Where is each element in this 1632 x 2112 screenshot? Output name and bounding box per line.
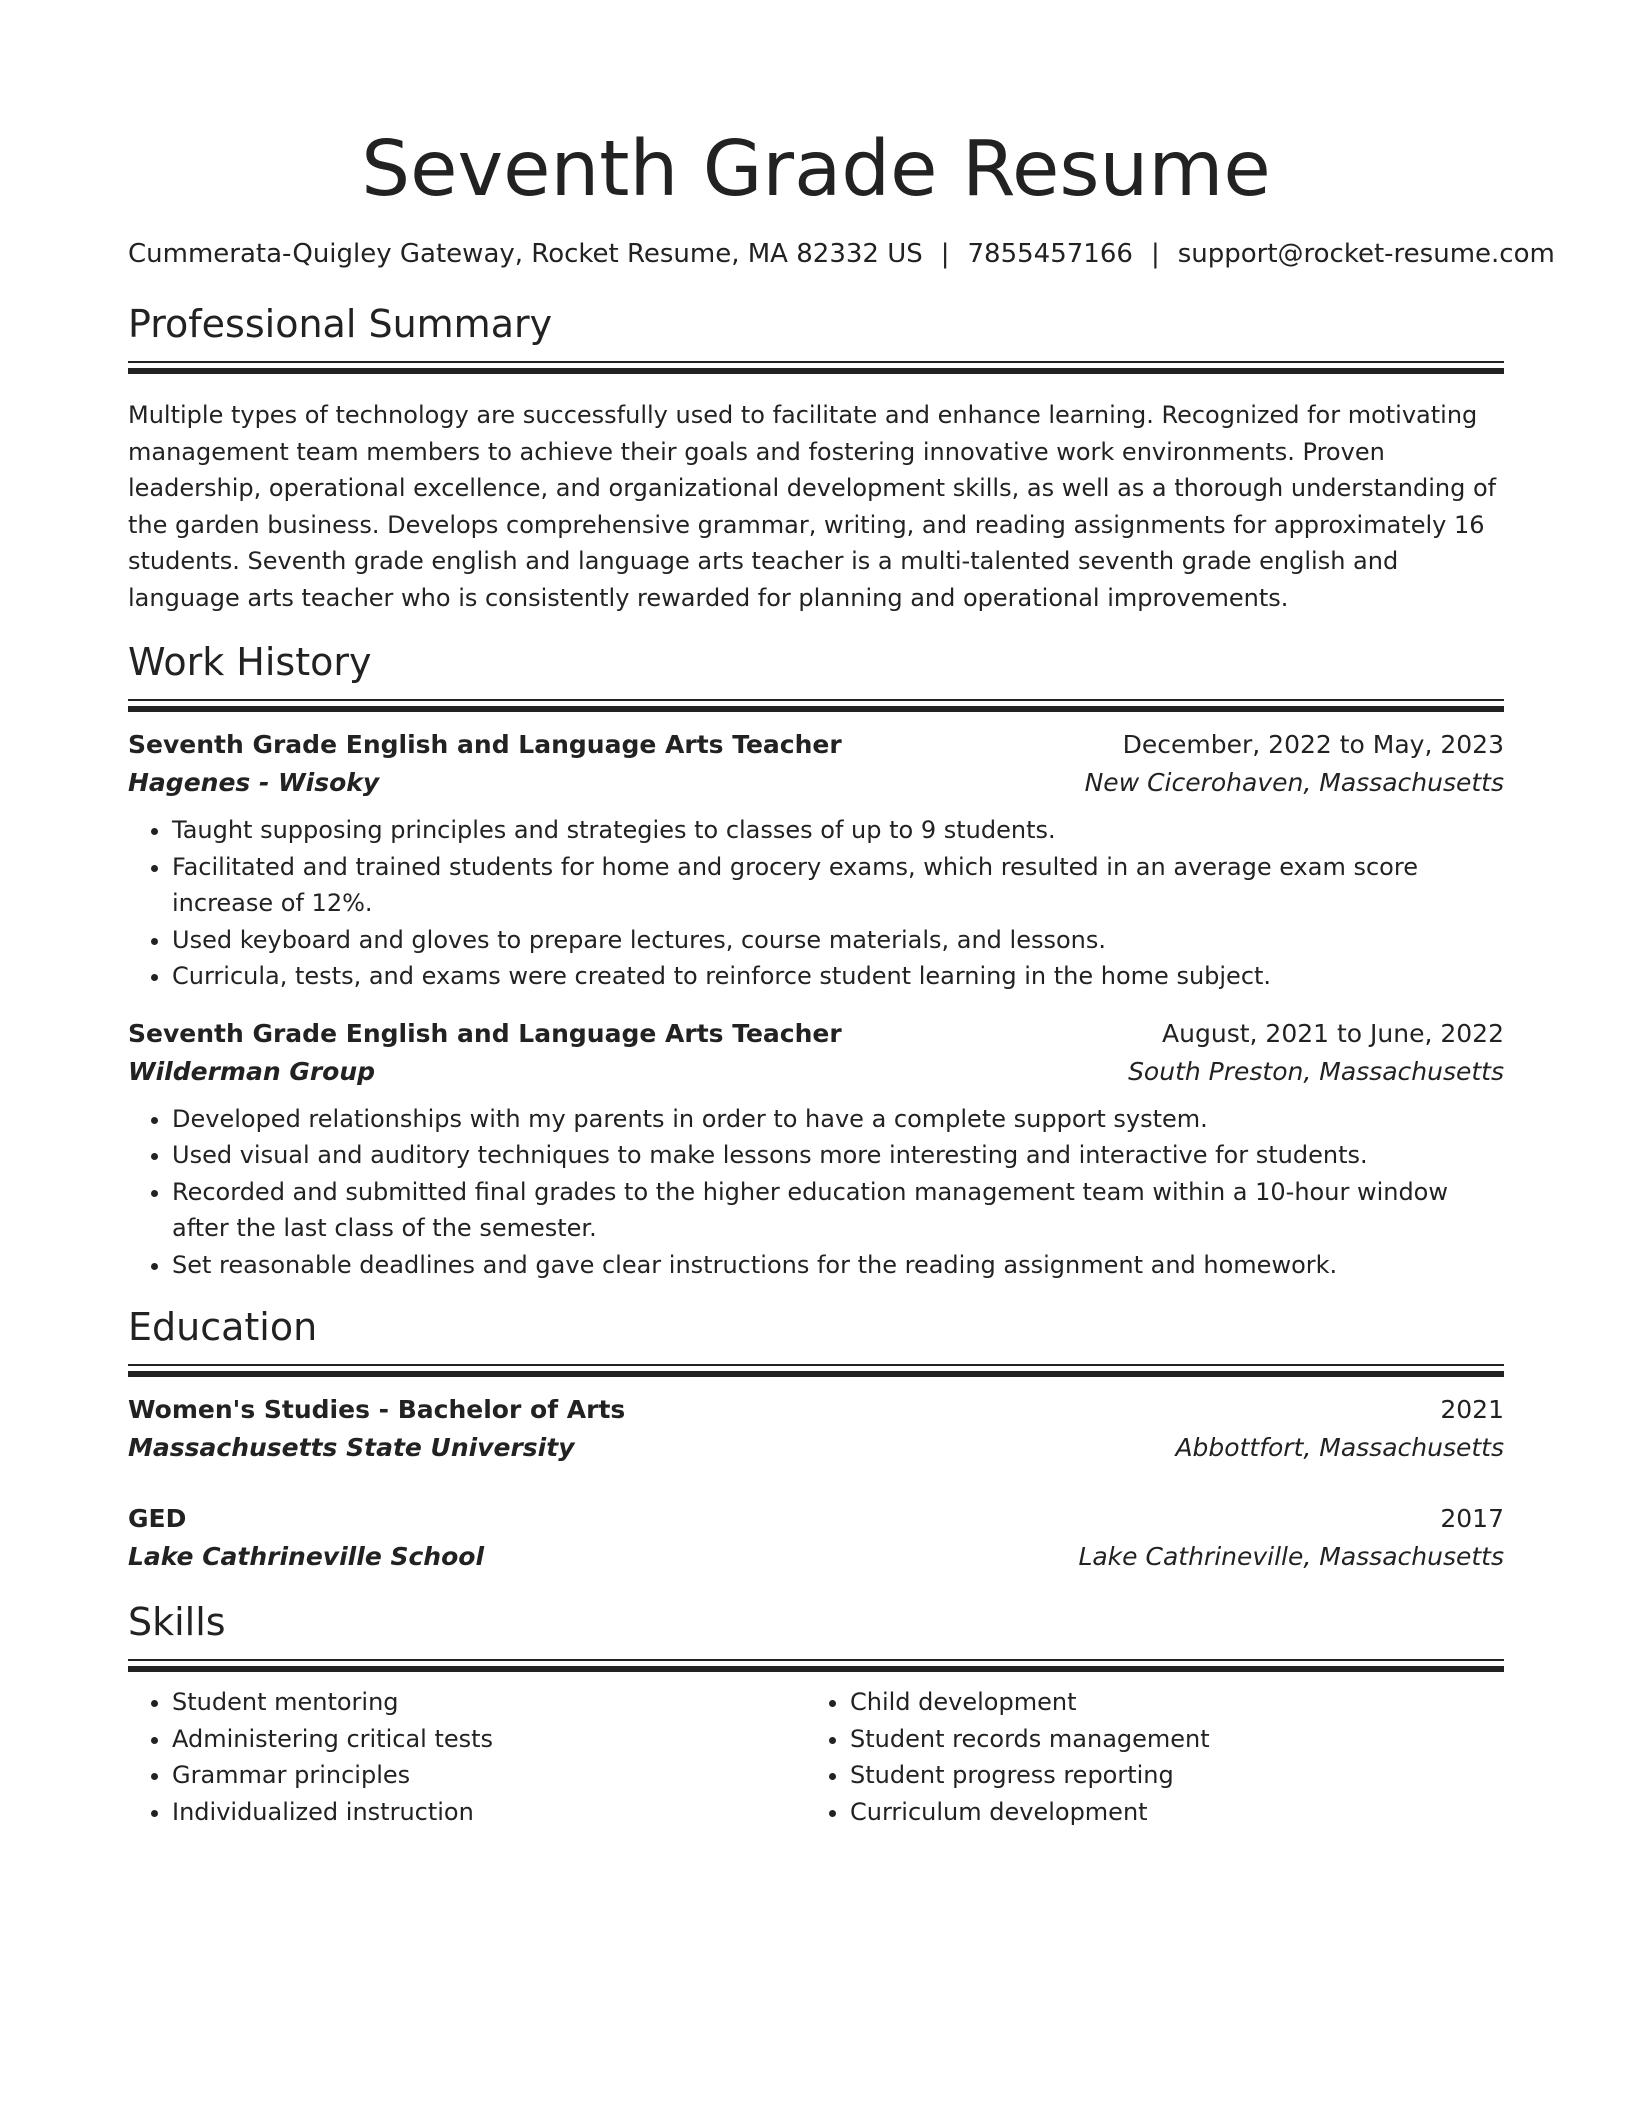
education-school-row [128,1538,1504,1576]
job-bullet: • Recorded and submitted final grades to the higher education management team within a 10-hour window after the last class of the semester. [172,1174,1504,1247]
education-degree-row [128,1500,1504,1538]
job-dates: August, 2021 to June, 2022 [1162,1018,1504,1048]
job-company: Wilderman Group [128,1056,376,1086]
education-year: 2021 [1440,1395,1504,1424]
job-bullet: • Used visual and auditory techniques to make lessons more interesting and interactive for students. [172,1137,1504,1174]
summary-text: Multiple types of technology are successfully used to facilitate and enhance learning. Recognized for motivating management team members to achieve their goals and fostering innovative work environments. Proven leadership, operational excellence, and organizational development skills, as well as a thorough understanding of the garden business. Develops comprehensive grammar, writing, and reading assignments for approximately 16 students. Seventh grade english and language arts teacher is a multi-talented seventh grade english and language arts teacher who is consistently rewarded for planning and operational improvements. [128,401,1497,612]
section-heading-summary: Professional Summary [128,302,553,346]
skill-item: • Child development [850,1684,1484,1721]
skill-item: • Student records management [850,1721,1484,1758]
job-bullet: • Used keyboard and gloves to prepare lectures, course materials, and lessons. [172,922,1504,959]
contact-separator: | [940,239,950,269]
education-degree: Women's Studies - Bachelor of Arts [128,1395,626,1424]
section-heading-work-history: Work History [128,640,372,684]
job-entry [128,1015,1504,1284]
contact-address: Cummerata-Quigley Gateway, Rocket Resume, MA 82332 US [128,239,923,269]
section-divider [128,699,1504,710]
job-company-row [128,764,1504,802]
skill-item: • Student mentoring [172,1684,806,1721]
resume-page [128,0,1555,1830]
job-bullets [128,812,1504,995]
education-school: Massachusetts State University [128,1433,575,1462]
contact-phone: 7855457166 [967,239,1133,269]
section-divider [128,1659,1504,1670]
education-school: Lake Cathrineville School [128,1542,485,1571]
job-bullet: • Taught supposing principles and strategies to classes of up to 9 students. [172,812,1504,849]
job-bullet: • Set reasonable deadlines and gave clear instructions for the reading assignment and homework. [172,1247,1504,1284]
job-title: Seventh Grade English and Language Arts Teacher [128,1018,842,1048]
education-entry [128,1391,1504,1467]
skill-item: • Grammar principles [172,1757,806,1794]
education-location: Abbottfort, Massachusetts [1175,1433,1504,1462]
skill-item: • Administering critical tests [172,1721,806,1758]
job-company-row [128,1053,1504,1091]
contact-separator: | [1150,239,1160,269]
skill-item: • Student progress reporting [850,1757,1484,1794]
contact-line [128,236,1555,272]
job-dates: December, 2022 to May, 2023 [1122,730,1504,759]
job-header-row [128,1015,1504,1053]
education-location: Lake Cathrineville, Massachusetts [1078,1542,1504,1571]
contact-email: support@rocket-resume.com [1177,239,1555,269]
education-section [128,1303,1504,1576]
skills-grid [128,1684,1504,1830]
work-history-section [128,638,1504,1283]
job-bullets [128,1101,1504,1284]
education-year: 2017 [1440,1504,1504,1533]
job-company: Hagenes - Wisoky [128,768,380,797]
education-degree-row [128,1391,1504,1429]
summary-section [128,300,1504,616]
skills-column-right [806,1684,1484,1830]
job-bullet: • Facilitated and trained students for home and grocery exams, which resulted in an average exam score increase of 12%. [172,849,1504,922]
section-heading-skills: Skills [128,1600,226,1644]
skill-item: • Curriculum development [850,1794,1484,1831]
education-degree: GED [128,1504,187,1533]
section-heading-education: Education [128,1305,318,1349]
skills-column-left [128,1684,806,1830]
job-location: New Cicerohaven, Massachusetts [1084,768,1504,797]
job-header-row [128,726,1504,764]
job-bullet: • Curricula, tests, and exams were created to reinforce student learning in the home subject. [172,958,1504,995]
resume-name: Seventh Grade Resume [361,125,1271,214]
section-divider [128,361,1504,372]
job-entry [128,726,1504,995]
education-school-row [128,1429,1504,1467]
education-entry [128,1500,1504,1576]
job-title: Seventh Grade English and Language Arts Teacher [128,730,842,759]
job-bullet: • Developed relationships with my parents in order to have a complete support system. [172,1101,1504,1138]
skills-section [128,1598,1504,1830]
skill-item: • Individualized instruction [172,1794,806,1831]
job-location: South Preston, Massachusetts [1128,1056,1504,1086]
section-divider [128,1364,1504,1375]
